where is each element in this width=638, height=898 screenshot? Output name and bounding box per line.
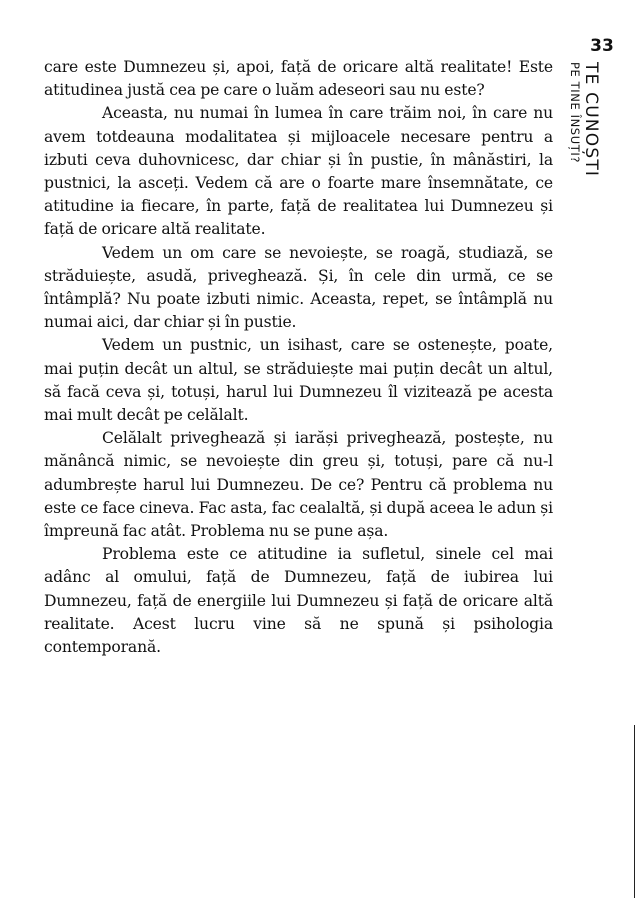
paragraph-3: Vedem un om care se nevoiește, se roagă, studiază, se străduiește, asudă, priveghează. Și, în cele din urmă, ce se întâmplă? Nu poate izbuti nimic. Aceasta, repet, se întâmplă nu numai aici, dar chiar și în pustie. — [44, 243, 553, 332]
body-text — [44, 56, 553, 659]
paragraph-6: Problema este ce atitudine ia sufletul, sinele cel mai adânc al omului, față de Dumnezeu, față de iubirea lui Dumnezeu, față de energiile lui Dumnezeu și față de oricare altă realitate. Acest lucru vine să ne spună și psihologia contemporană. — [44, 545, 553, 657]
page-number: 33 — [590, 36, 614, 56]
page-edge-line — [634, 725, 635, 898]
running-head-title: TE CUNOȘTI — [581, 62, 601, 178]
paragraph-1: care este Dumnezeu și, apoi, față de oricare altă realitate! Este atitudinea justă cea pe care o luăm adeseori sau nu este? — [44, 58, 553, 100]
paragraph-2: Aceasta, nu numai în lumea în care trăim noi, în care nu avem totdeauna modalitatea și mijloacele necesare pentru a izbuti ceva duhovnicesc, dar chiar și în pustie, în mânăstiri, la pustnici, la asceți. Vedem că are o foarte mare însemnătate, ce atitudine ia fiecare, în parte, față de realitatea lui Dumnezeu și față de oricare altă realitate. — [44, 104, 553, 239]
running-head — [568, 62, 601, 177]
paragraph-4: Vedem un pustnic, un isihast, care se ostenește, poate, mai puțin decât un altul, se străduiește mai puțin decât un altul, să facă ceva și, totuși, harul lui Dumnezeu îl vizitează pe acesta mai mult decât pe celălalt. — [44, 336, 553, 425]
paragraph-5: Celălalt priveghează și iarăși priveghează, postește, nu mănâncă nimic, se nevoiește din greu și, totuși, pare că nu-l adumbrește harul lui Dumnezeu. De ce? Pentru că problema nu este ce face cineva. Fac asta, fac cealaltă, și după aceea le adun și împreună fac atât. Problema nu se pune așa. — [44, 429, 553, 541]
running-head-subtitle: PE TINE ÎNSUȚI? — [568, 62, 582, 164]
